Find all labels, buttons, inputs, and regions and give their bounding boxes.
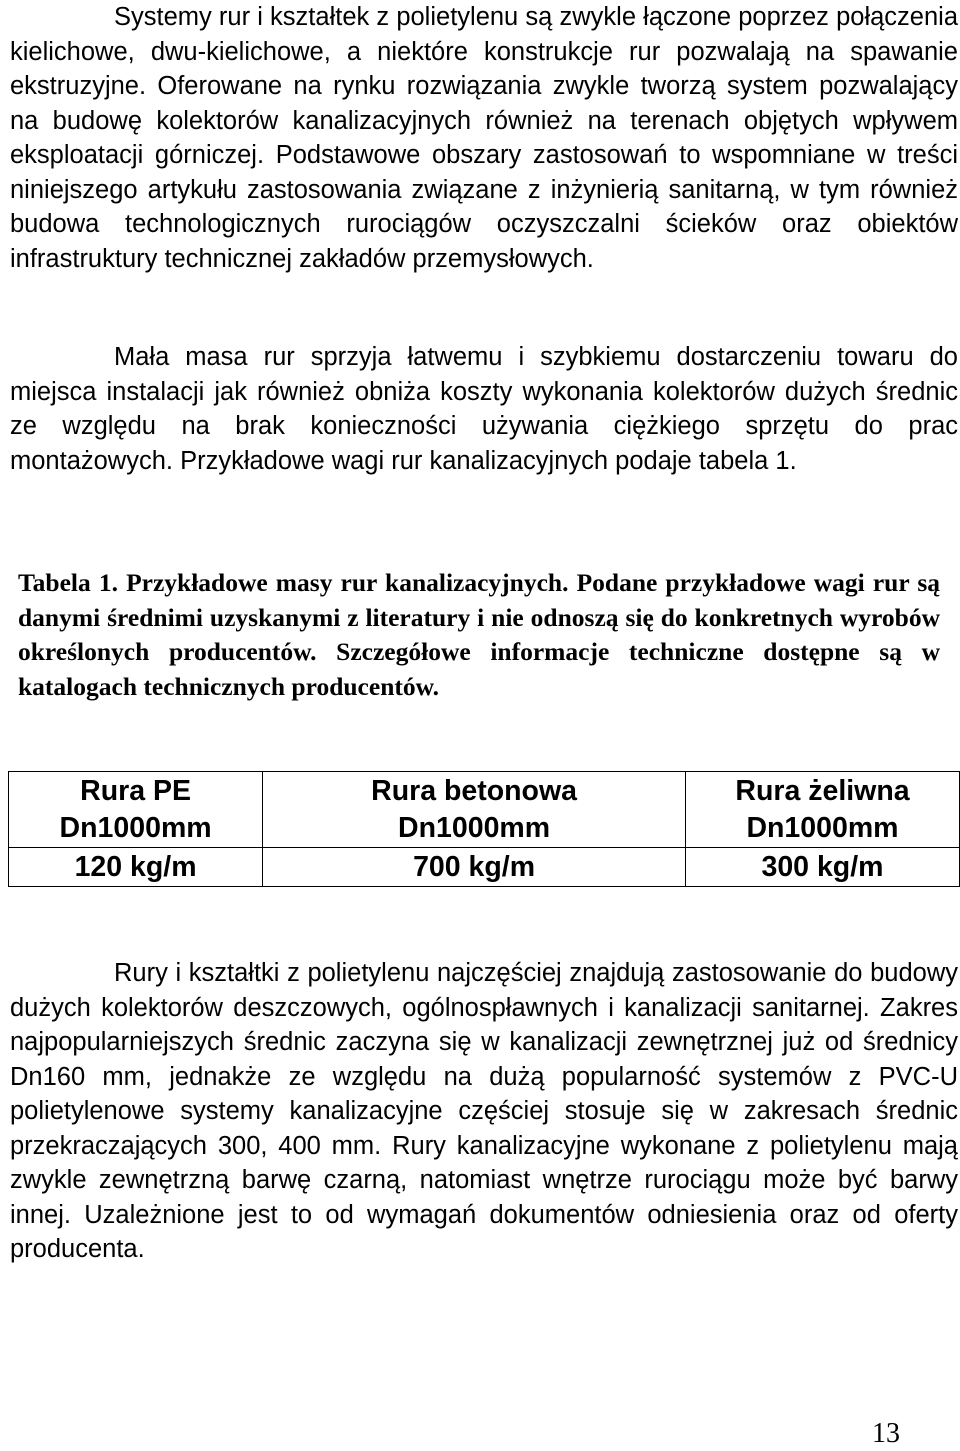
header-cast-iron-pipe-diameter: Dn1000mm: [746, 811, 899, 844]
pipe-weights-table: [8, 771, 960, 887]
header-pe-pipe-name: Rura PE: [80, 774, 192, 807]
header-cell-concrete-pipe: [263, 772, 686, 848]
value-cell-cast-iron-pipe: 300 kg/m: [685, 848, 959, 887]
header-concrete-pipe-name: Rura betonowa: [371, 774, 577, 807]
table-caption: Tabela 1. Przykładowe masy rur kanalizacyjnych. Podane przykładowe wagi rur są danymi średnimi uzyskanymi z literatury i nie odnoszą się do konkretnych wyrobów określonych producentów. Szczegółowe informacje techniczne dostępne są w katalogach technicznych producentów.: [18, 568, 940, 701]
header-concrete-pipe-diameter: Dn1000mm: [398, 811, 551, 844]
body-paragraph-3: Rury i kształtki z polietylenu najczęściej znajdują zastosowanie do budowy dużych kolektorów deszczowych, ogólnospławnych i kanalizacji sanitarnej. Zakres najpopularniejszych średnic zaczyna się w kanalizacji zewnętrznej już od średnicy Dn160 mm, jednakże ze względu na dużą popularność systemów z PVC-U polietylenowe systemy kanalizacyjne częściej stosuje się w zakresach średnic przekraczających 300, 400 mm. Rury kanalizacyjne wykonane z polietylenu mają zwykle zewnętrzną barwę czarną, natomiast wnętrze rurociągu może być barwy innej. Uzależnione jest to od wymagań dokumentów odniesienia oraz od oferty producenta.: [10, 959, 958, 1263]
page-number: 13: [872, 1418, 900, 1449]
header-cast-iron-pipe-name: Rura żeliwna: [735, 774, 910, 807]
body-paragraph-1: Systemy rur i kształtek z polietylenu są zwykle łączone poprzez połączenia kielichowe, dwu-kielichowe, a niektóre konstrukcje rur pozwalają na spawanie ekstruzyjne. Oferowane na rynku rozwiązania zwykle tworzą system pozwalający na budowę kolektorów kanalizacyjnych również na terenach objętych wpływem eksploatacji górniczej. Podstawowe obszary zastosowań to wspomniane w treści niniejszego artykułu zastosowania związane z inżynierią sanitarną, w tym również budowa technologicznych rurociągów oczyszczalni ścieków oraz obiektów infrastruktury technicznej zakładów przemysłowych.: [10, 3, 958, 273]
body-paragraph-2: Mała masa rur sprzyja łatwemu i szybkiemu dostarczeniu towaru do miejsca instalacji jak również obniża koszty wykonania kolektorów dużych średnic ze względu na brak konieczności używania ciężkiego sprzętu do prac montażowych. Przykładowe wagi rur kanalizacyjnych podaje tabela 1.: [10, 343, 958, 475]
header-cell-cast-iron-pipe: [685, 772, 959, 848]
table-header-row: [9, 772, 960, 848]
header-pe-pipe-diameter: Dn1000mm: [59, 811, 212, 844]
value-cell-pe-pipe: 120 kg/m: [9, 848, 263, 887]
header-cell-pe-pipe: [9, 772, 263, 848]
table-row: [9, 848, 960, 887]
value-cell-concrete-pipe: 700 kg/m: [263, 848, 686, 887]
